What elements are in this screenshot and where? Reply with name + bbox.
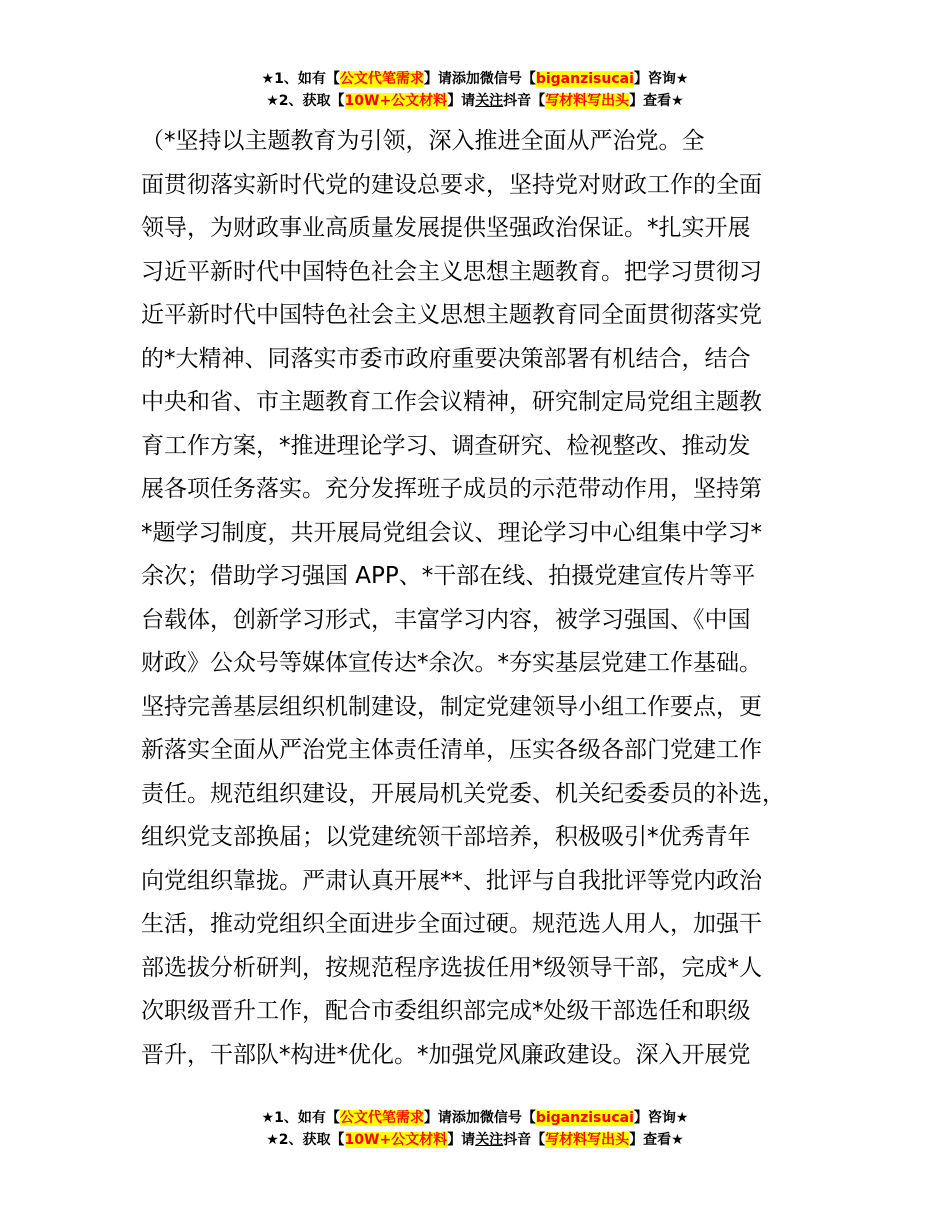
body-line: 近平新时代中国特色社会主义思想主题教育同全面贯彻落实党 bbox=[141, 302, 762, 328]
banner-line-2 bbox=[0, 90, 950, 112]
banner-line-1 bbox=[0, 1107, 950, 1129]
body-line: 育工作方案，*推进理论学习、调查研究、检视整改、推动发 bbox=[141, 432, 751, 459]
banner-text: 】查看★ bbox=[629, 93, 684, 109]
body-line: 组织党支部换届；以党建统领干部培养，积极吸引*优秀青年 bbox=[141, 824, 751, 850]
banner-line-2 bbox=[0, 1129, 950, 1151]
body-line: 展各项任务落实。充分发挥班子成员的示范带动作用，坚持第 bbox=[141, 476, 762, 502]
banner-text: 】请添加微信号【 bbox=[423, 1110, 536, 1126]
document-body bbox=[141, 120, 831, 1077]
banner-highlight: 公文代笔需求 bbox=[339, 71, 424, 87]
banner-text: 】请 bbox=[447, 1132, 476, 1148]
banner-text: 】咨询★ bbox=[633, 1110, 689, 1126]
footer-banner bbox=[0, 1107, 950, 1151]
body-line: （*坚持以主题教育为引领，深入推进全面从严治党。全 bbox=[141, 128, 705, 154]
body-line: 的*大精神、同落实市委市政府重要决策部署有机结合，结合 bbox=[141, 345, 751, 372]
body-line: 领导，为财政事业高质量发展提供坚强政治保证。*扎实开展 bbox=[141, 215, 751, 241]
banner-highlight: 公文代笔需求 bbox=[339, 1110, 424, 1126]
body-line: 台载体，创新学习形式，丰富学习内容，被学习强国、《中国 bbox=[141, 606, 751, 633]
body-line: 新落实全面从严治党主体责任清单，压实各级各部门党建工作 bbox=[141, 737, 762, 763]
banner-highlight: 写材料写出头 bbox=[545, 93, 630, 109]
banner-highlight: biganzisucai bbox=[535, 71, 634, 87]
body-line: 生活，推动党组织全面进步全面过硬。规范选人用人，加强干 bbox=[141, 911, 762, 937]
body-line: 向党组织靠拢。严肃认真开展**、批评与自我批评等党内政治 bbox=[141, 867, 762, 894]
banner-text: ★1、如有【 bbox=[261, 71, 340, 87]
body-line: 晋升，干部队*构进*优化。*加强党风廉政建设。深入开展党 bbox=[141, 1041, 751, 1068]
banner-highlight: biganzisucai bbox=[535, 1110, 634, 1126]
banner-highlight: 10W+公文材料 bbox=[344, 1132, 448, 1148]
body-line: 面贯彻落实新时代党的建设总要求，坚持党对财政工作的全面 bbox=[141, 171, 762, 198]
body-line: 部选拔分析研判，按规范程序选拔任用*级领导干部，完成*人 bbox=[141, 954, 762, 981]
banner-highlight: 10W+公文材料 bbox=[344, 93, 448, 109]
body-line: 坚持完善基层组织机制建设，制定党建领导小组工作要点，更 bbox=[141, 693, 762, 720]
banner-text: 】请添加微信号【 bbox=[423, 71, 536, 87]
body-line: 财政》公众号等媒体宣传达*余次。*夯实基层党建工作基础。 bbox=[141, 650, 762, 676]
banner-text: 】咨询★ bbox=[633, 71, 689, 87]
banner-text: 抖音【 bbox=[503, 1132, 546, 1148]
banner-text: 】请 bbox=[447, 93, 476, 109]
body-line: 习近平新时代中国特色社会主义思想主题教育。把学习贯彻习 bbox=[141, 258, 762, 285]
body-line: 次职级晋升工作，配合市委组织部完成*处级干部选任和职级 bbox=[141, 998, 751, 1024]
banner-text: ★1、如有【 bbox=[261, 1110, 340, 1126]
banner-underlined: 关注 bbox=[475, 93, 504, 109]
body-line: 中央和省、市主题教育工作会议精神，研究制定局党组主题教 bbox=[141, 389, 762, 415]
header-banner bbox=[0, 68, 950, 112]
banner-underlined: 关注 bbox=[475, 1132, 504, 1148]
banner-text: 】查看★ bbox=[629, 1132, 684, 1148]
body-line: *题学习制度，共开展局党组会议、理论学习中心组集中学习* bbox=[141, 519, 762, 546]
banner-text: ★2、获取【 bbox=[266, 1132, 345, 1148]
banner-text: 抖音【 bbox=[503, 93, 546, 109]
banner-line-1 bbox=[0, 68, 950, 90]
body-line: 责任。规范组织建设，开展局机关党委、机关纪委委员的补选， bbox=[141, 780, 785, 807]
banner-highlight: 写材料写出头 bbox=[545, 1132, 630, 1148]
banner-text: ★2、获取【 bbox=[266, 93, 345, 109]
body-line: 余次；借助学习强国 APP、*干部在线、拍摄党建宣传片等平 bbox=[141, 563, 756, 589]
